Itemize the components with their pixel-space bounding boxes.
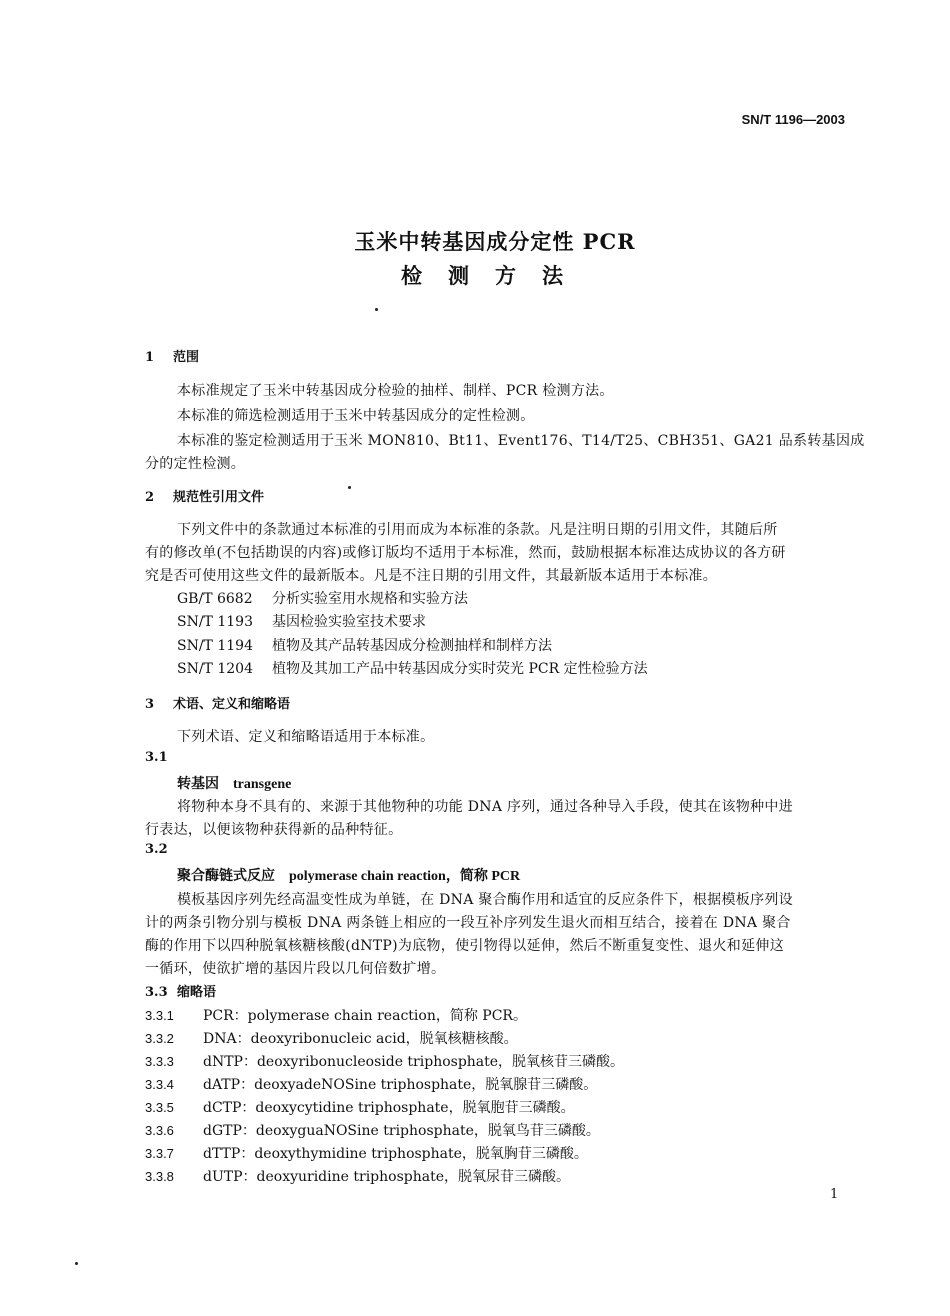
clause-heading-abbreviations: 3.3 缩略语 bbox=[145, 985, 217, 1000]
paragraph: 本标准的筛选检测适用于玉米中转基因成分的定性检测。 bbox=[177, 408, 535, 424]
page-number: 1 bbox=[830, 1187, 839, 1202]
abbreviation-item: 3.3.3 dNTP：deoxyribonucleoside triphosphate，脱氧核苷三磷酸。 bbox=[145, 1054, 625, 1070]
reference-item: SN/T 1193 基因检验实验室技术要求 bbox=[177, 614, 426, 630]
reference-item: GB/T 6682 分析实验室用水规格和实验方法 bbox=[177, 591, 468, 607]
document-title: 玉米中转基因成分定性 PCR bbox=[354, 229, 636, 254]
reference-item: SN/T 1204 植物及其加工产品中转基因成分实时荧光 PCR 定性检验方法 bbox=[177, 661, 648, 677]
reference-item: SN/T 1194 植物及其产品转基因成分检测抽样和制样方法 bbox=[177, 638, 552, 654]
term-heading: 聚合酶链式反应 polymerase chain reaction，简称 PCR bbox=[177, 868, 521, 884]
abbreviation-item: 3.3.6 dGTP：deoxyguaNOSine triphosphate，脱氧鸟苷三磷酸。 bbox=[145, 1123, 600, 1139]
clause-number: 3.2 bbox=[145, 842, 168, 857]
paragraph: 有的修改单(不包括勘误的内容)或修订版均不适用于本标准，然而，鼓励根据本标准达成协议的各方研 bbox=[145, 545, 786, 561]
abbreviation-item: 3.3.7 dTTP：deoxythymidine triphosphate，脱氧胸苷三磷酸。 bbox=[145, 1146, 588, 1162]
paragraph: 下列文件中的条款通过本标准的引用而成为本标准的条款。凡是注明日期的引用文件，其随后所 bbox=[177, 522, 778, 538]
paragraph: 计的两条引物分别与模板 DNA 两条链上相应的一段互补序列发生退火而相互结合，接着在 DNA 聚合 bbox=[145, 915, 791, 931]
section-heading-terms: 3 术语、定义和缩略语 bbox=[145, 697, 291, 712]
document-subtitle: 检测方法 bbox=[401, 263, 589, 288]
speck-mark bbox=[75, 1262, 78, 1265]
section-heading-scope: 1 范围 bbox=[145, 350, 200, 365]
speck-mark bbox=[375, 308, 378, 311]
clause-number: 3.1 bbox=[145, 750, 168, 765]
term-heading: 转基因 transgene bbox=[177, 776, 292, 792]
paragraph: 分的定性检测。 bbox=[145, 456, 246, 472]
paragraph: 酶的作用下以四种脱氧核糖核酸(dNTP)为底物，使引物得以延伸，然后不断重复变性、退火和延伸这 bbox=[145, 938, 784, 954]
paragraph: 下列术语、定义和缩略语适用于本标准。 bbox=[177, 729, 435, 745]
abbreviation-item: 3.3.2 DNA：deoxyribonucleic acid，脱氧核糖核酸。 bbox=[145, 1031, 518, 1047]
section-heading-normative-references: 2 规范性引用文件 bbox=[145, 490, 265, 505]
paragraph: 一循环，使欲扩增的基因片段以几何倍数扩增。 bbox=[145, 961, 446, 977]
paragraph: 本标准规定了玉米中转基因成分检验的抽样、制样、PCR 检测方法。 bbox=[177, 383, 614, 399]
abbreviation-item: 3.3.8 dUTP：deoxyuridine triphosphate，脱氧尿苷三磷酸。 bbox=[145, 1169, 571, 1185]
paragraph: 模板基因序列先经高温变性成为单链，在 DNA 聚合酶作用和适宜的反应条件下，根据模板序列设 bbox=[177, 892, 793, 908]
abbreviation-item: 3.3.4 dATP：deoxyadeNOSine triphosphate，脱氧腺苷三磷酸。 bbox=[145, 1077, 598, 1093]
paragraph: 将物种本身不具有的、来源于其他物种的功能 DNA 序列，通过各种导入手段，使其在该物种中进 bbox=[177, 799, 793, 815]
paragraph: 行表达，以便该物种获得新的品种特征。 bbox=[145, 822, 403, 838]
abbreviation-item: 3.3.5 dCTP：deoxycytidine triphosphate，脱氧胞苷三磷酸。 bbox=[145, 1100, 575, 1116]
abbreviation-item: 3.3.1 PCR：polymerase chain reaction，简称 PCR。 bbox=[145, 1008, 527, 1024]
standard-code: SN/T 1196—2003 bbox=[741, 112, 845, 127]
paragraph: 本标准的鉴定检测适用于玉米 MON810、Bt11、Event176、T14/T25、CBH351、GA21 品系转基因成 bbox=[177, 433, 865, 449]
paragraph: 究是否可使用这些文件的最新版本。凡是不注日期的引用文件，其最新版本适用于本标准。 bbox=[145, 568, 717, 584]
speck-mark bbox=[348, 486, 351, 489]
